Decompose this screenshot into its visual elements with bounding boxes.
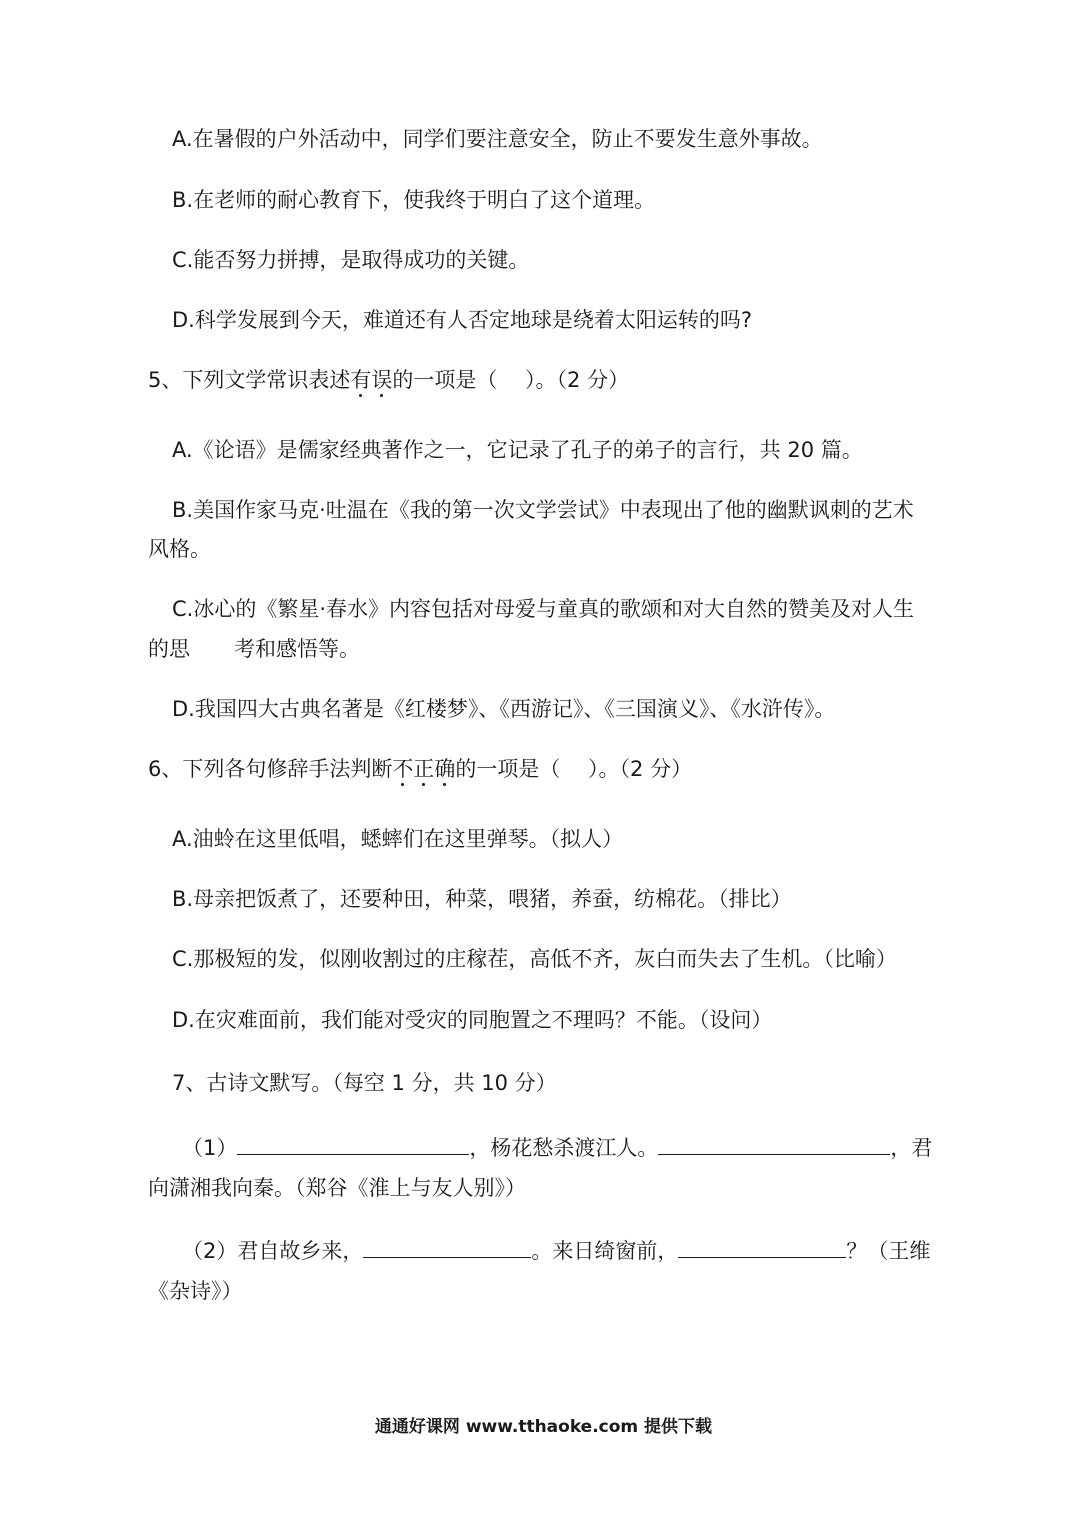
q6-option-c: C.那极短的发，似刚收割过的庄稼茬，高低不齐，灰白而失去了生机。（比喻） xyxy=(172,947,897,971)
q5-option-b: B.美国作家马克·吐温在《我的第一次文学尝试》中表现出了他的幽默讽刺的艺术 xyxy=(172,498,914,522)
q7-sub1 xyxy=(182,1128,932,1168)
q7-sub2-start: （2）君自故乡来， xyxy=(182,1239,364,1263)
q4-option-c: C.能否努力拼搏，是取得成功的关键。 xyxy=(172,248,530,272)
q5-emph-char: 误 xyxy=(371,368,393,392)
q7-sub1-cont: 向潇湘我向秦。（郑谷《淮上与友人别》） xyxy=(148,1176,526,1200)
q7-sub2 xyxy=(182,1231,930,1271)
q6-emph-char: 不 xyxy=(392,757,414,781)
q6-option-a: A.油蛉在这里低唱，蟋蟀们在这里弹琴。（拟人） xyxy=(172,827,624,851)
q7-sub2-end: ？（王维 xyxy=(846,1239,931,1263)
q4-option-b: B.在老师的耐心教育下，使我终于明白了这个道理。 xyxy=(172,188,656,212)
q5-option-c-cont-a: 的思 xyxy=(148,637,190,661)
q5-option-a: A.《论语》是儒家经典著作之一，它记录了孔子的弟子的言行，共 20 篇。 xyxy=(172,438,863,462)
q4-option-d: D.科学发展到今天，难道还有人否定地球是绕着太阳运转的吗? xyxy=(172,308,752,332)
q5-option-d: D.我国四大古典名著是《红楼梦》、《西游记》、《三国演义》、《水浒传》。 xyxy=(172,697,836,721)
answer-blank[interactable] xyxy=(237,1134,469,1155)
q6-emph-char: 确 xyxy=(434,757,456,781)
q6-emph-char: 正 xyxy=(413,757,435,781)
q5-stem-prefix: 5、下列文学常识表述 xyxy=(148,368,351,392)
q5-option-c: C.冰心的《繁星·春水》内容包括对母爱与童真的歌颂和对大自然的赞美及对人生 xyxy=(172,597,915,621)
q7-sub1-middle: ，杨花愁杀渡江人。 xyxy=(469,1136,659,1160)
q6-option-b: B.母亲把饭煮了，还要种田，种菜，喂猪，养蚕，纺棉花。（排比） xyxy=(172,887,792,911)
answer-blank[interactable] xyxy=(678,1237,846,1258)
q6-option-d: D.在灾难面前，我们能对受灾的同胞置之不理吗？不能。（设问） xyxy=(172,1008,773,1032)
q5-option-b-cont: 风格。 xyxy=(148,537,211,561)
q5-stem-suffix: 的一项是（ ）。（2 分） xyxy=(392,368,630,392)
q6-stem-suffix: 的一项是（ ）。（2 分） xyxy=(455,757,693,781)
page-footer: 通通好课网 www.tthaoke.com 提供下载 xyxy=(374,1417,713,1437)
q7-sub1-number: （1） xyxy=(182,1136,238,1160)
q5-option-c-cont xyxy=(148,629,360,669)
q5-option-c-cont-b: 考和感悟等。 xyxy=(234,637,360,661)
q7-sub2-cont: 《杂诗》） xyxy=(148,1279,243,1303)
q5-stem xyxy=(148,360,629,400)
answer-blank[interactable] xyxy=(363,1237,531,1258)
q4-option-a: A.在暑假的户外活动中，同学们要注意安全，防止不要发生意外事故。 xyxy=(172,127,823,151)
answer-blank[interactable] xyxy=(658,1134,890,1155)
q6-stem-prefix: 6、下列各句修辞手法判断 xyxy=(148,757,393,781)
q7-sub1-end: ，君 xyxy=(890,1136,933,1160)
q7-title: 7、古诗文默写。（每空 1 分，共 10 分） xyxy=(172,1071,557,1095)
q6-stem xyxy=(148,749,692,789)
q5-emph-char: 有 xyxy=(350,368,372,392)
q7-sub2-middle: 。来日绮窗前， xyxy=(531,1239,679,1263)
